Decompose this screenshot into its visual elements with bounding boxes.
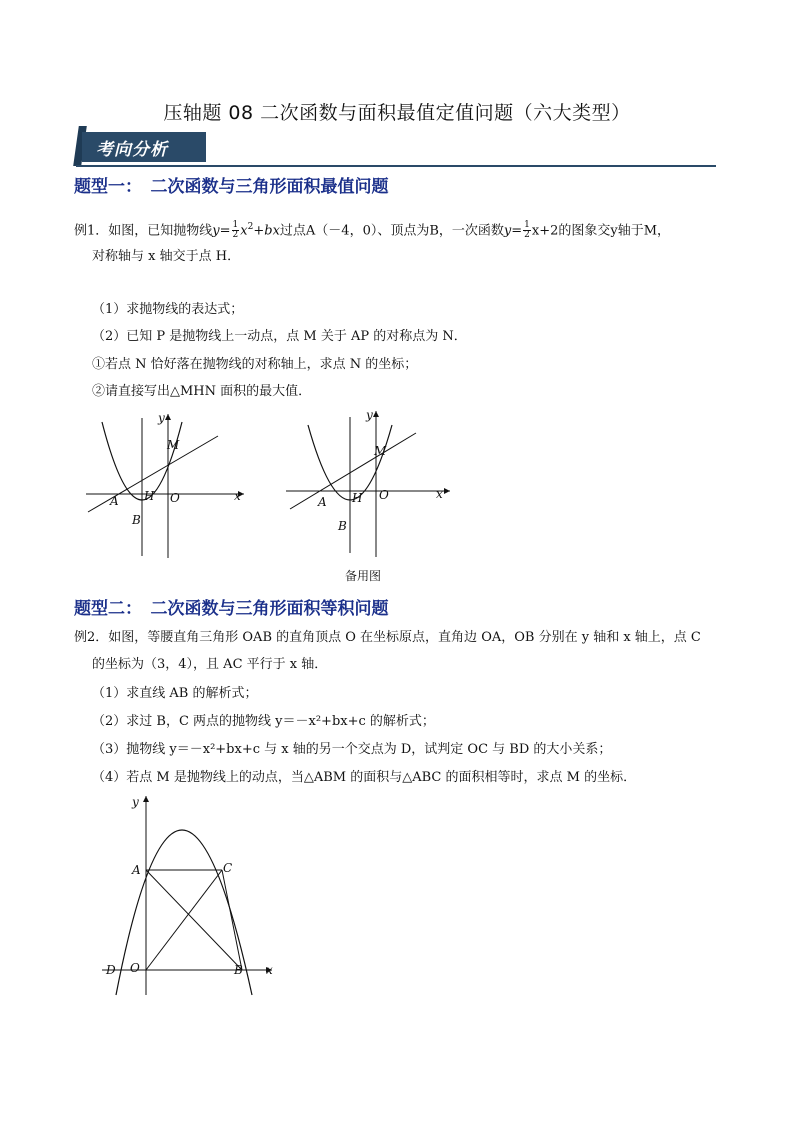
type2-heading: 题型二： 二次函数与三角形面积等积问题 (74, 599, 389, 619)
fig2-A-label: A (318, 495, 327, 509)
ex1-y: y (212, 223, 220, 239)
banner-rule (76, 165, 716, 167)
fig3-C-label: C (223, 861, 233, 875)
figure1 (86, 408, 256, 558)
type1-example-line1: 例1．如图，已知抛物线y= $\frac{1}{2}$ $x^2+bx$过点A（－4，0）、顶点为B，一次函数y= $\frac{1}{2}$ x+2的图象交y轴于M， (74, 220, 671, 241)
fig1-O-label: O (170, 491, 180, 505)
ex1-label: 例1．如图，已知抛物线 (74, 223, 213, 239)
fig1-B-label: B (132, 513, 141, 527)
fig1-x-label: x (234, 489, 241, 503)
fig1-y-label: y (158, 411, 165, 425)
type2-line2: 的坐标为（3，4），且 AC 平行于 x 轴． (92, 657, 328, 672)
fig3-x-label: x (266, 963, 273, 977)
type2-q2: （2）求过 B，C 两点的抛物线 y＝－x²+bx+c 的解析式； (92, 714, 435, 729)
ex1-x: x (240, 223, 248, 239)
page-title: 压轴题 08 二次函数与面积最值定值问题（六大类型） (163, 102, 631, 124)
ex1-mid: 过点A（－4，0）、顶点为B，一次函数 (279, 223, 504, 239)
fig3-B-label: B (234, 963, 243, 977)
figure3 (100, 790, 290, 1000)
ex1-lin-y: y (503, 223, 512, 239)
type2-q3: （3）抛物线 y＝－x²+bx+c 与 x 轴的另一个交点为 D，试判定 OC 与 BD 的大小关系； (92, 742, 612, 757)
fig2-x-label: x (436, 487, 443, 501)
section-banner (76, 124, 206, 168)
type1-q2: （2）已知 P 是抛物线上一动点，点 M 关于 AP 的对称点为 N． (92, 329, 467, 344)
type2-line1: 例2．如图，等腰直角三角形 OAB 的直角顶点 O 在坐标原点，直角边 OA，OB 分别在 y 轴和 x 轴上，点 C (74, 630, 701, 645)
fig2-caption: 备用图 (345, 569, 382, 583)
type2-q1: （1）求直线 AB 的解析式； (92, 686, 258, 701)
fig2-B-label: B (338, 519, 347, 533)
fig2-y-label: y (366, 408, 373, 422)
type1-q2b: ②请直接写出△MHN 面积的最大值． (92, 384, 312, 399)
ex1-eq: = (219, 223, 231, 239)
ex1-frac: $\frac{1}{2}$ (232, 220, 239, 241)
ex1-bx: +bx (253, 223, 280, 239)
banner-label: 考向分析 (96, 140, 168, 160)
fig2-O-label: O (379, 488, 389, 502)
ex1-end: 的图象交y轴于M， (558, 223, 671, 239)
fig2-H-label: H (352, 491, 363, 505)
ex1-lin-rest: x+2 (531, 223, 559, 239)
fig1-M-label: M (167, 438, 180, 452)
type1-q1: （1）求抛物线的表达式； (92, 302, 244, 317)
type1-q2a: ①若点 N 恰好落在抛物线的对称轴上，求点 N 的坐标； (92, 357, 418, 372)
fig3-y-label: y (132, 795, 139, 809)
ex1-exp: 2 (247, 222, 254, 232)
fig3-A-label: A (132, 863, 141, 877)
type1-heading: 题型一： 二次函数与三角形面积最值问题 (74, 177, 389, 197)
type1-example-line2: 对称轴与 x 轴交于点 H． (92, 249, 241, 264)
fig1-A-label: A (110, 494, 119, 508)
ex1-frac2: $\frac{1}{2}$ (524, 220, 530, 241)
fig1-H-label: H (144, 489, 155, 503)
type2-q4: （4）若点 M 是抛物线上的动点，当△ABM 的面积与△ABC 的面积相等时，求点 M 的坐标． (92, 770, 637, 785)
fig2-M-label: M (374, 444, 387, 458)
fig3-O-label: O (130, 961, 140, 975)
figure2 (286, 405, 456, 560)
fig3-D-label: D (106, 963, 116, 977)
